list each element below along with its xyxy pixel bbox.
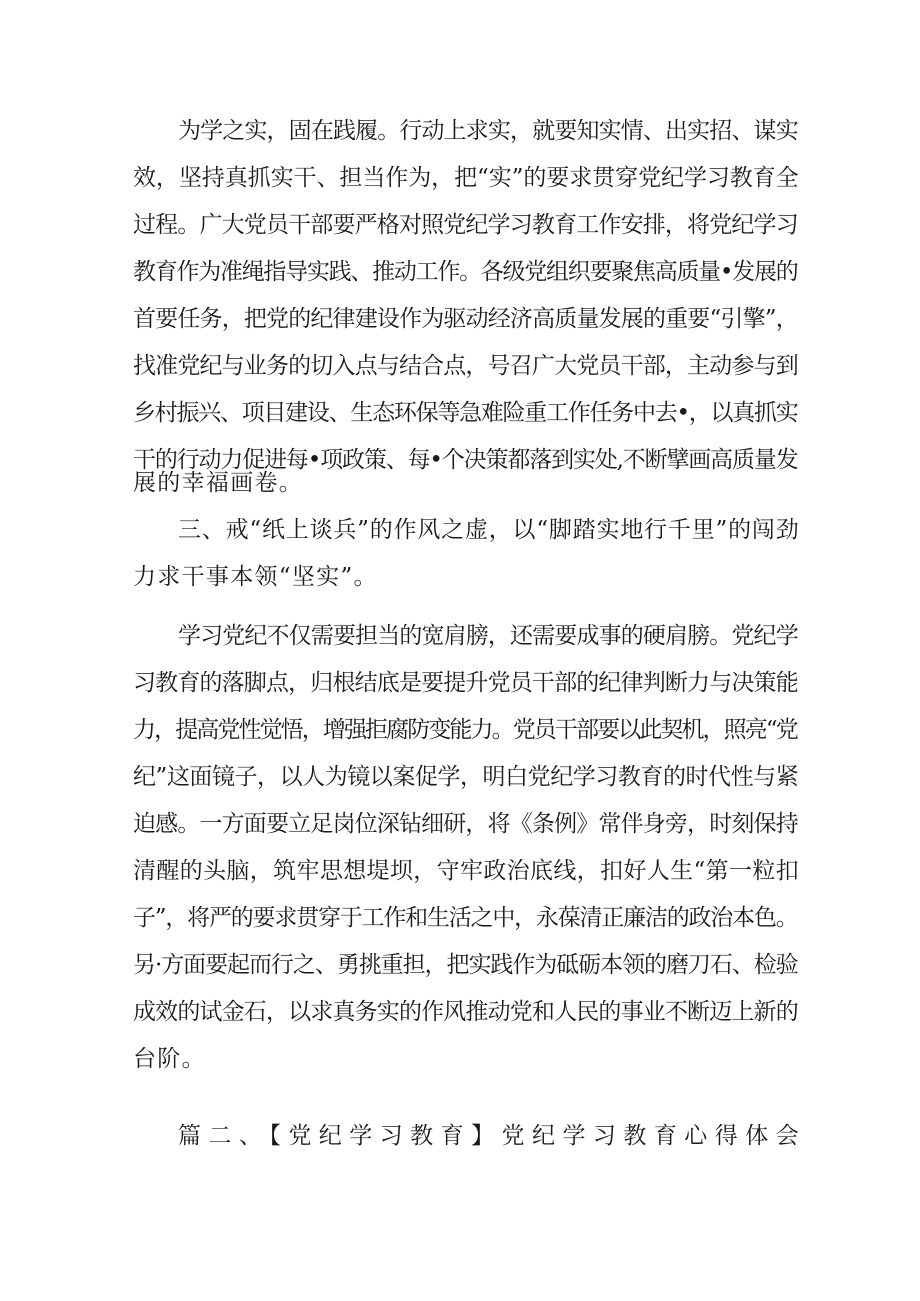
paragraph-1-line-3: 过程。广大党员干部要严格对照党纪学习教育工作安排，将党纪学习 [133,212,798,238]
paragraph-2-line-5: 迫感。一方面要立足岗位深钻细研，将《条例》常伴身旁，时刻保持 [133,811,798,837]
paragraph-1-line-1: 为学之实，固在践履。行动上求实，就要知实情、出实招、谋实 [178,118,798,144]
paragraph-2-line-2: 习教育的落脚点，归根结底是要提升党员干部的纪律判断力与决策能 [133,670,798,696]
section-heading-line-1: 三、戒“纸上谈兵”的作风之虚，以“脚踏实地行千里”的闯劲 [178,517,800,543]
paragraph-2-line-10: 台阶。 [133,1046,206,1072]
paragraph-1-line-4: 教育作为准绳指导实践、推动工作。各级党组织要聚焦高质量•发展的 [133,259,798,285]
paragraph-1-line-5: 首要任务，把党的纪律建设作为驱动经济高质量发展的重要“引擎”， [133,306,798,332]
paragraph-1-line-7: 乡村振兴、项目建设、生态环保等急难险重工作任务中去•，以真抓实 [133,400,798,426]
paragraph-2-line-7: 子”，将严的要求贯穿于工作和生活之中，永葆清正廉洁的政治本色。 [133,905,798,931]
chapter-title: 篇二、【党纪学习教育】党纪学习教育心得体会 [178,1123,807,1149]
paragraph-1-line-8: 干的行动力促进每•项政策、每•个决策都落到实处,不断擘画高质量发 [133,447,798,473]
paragraph-2-line-6: 清醒的头脑，筑牢思想堤坝，守牢政治底线，扣好人生“第一粒扣 [133,858,800,884]
paragraph-2-line-4: 纪”这面镜子，以人为镜以案促学，明白党纪学习教育的时代性与紧 [133,764,799,790]
paragraph-2-line-9: 成效的试金石，以求真务实的作风推动党和人民的事业不断迈上新的 [133,999,798,1025]
paragraph-1-line-6: 找准党纪与业务的切入点与结合点，号召广大党员干部，主动参与到 [133,353,798,379]
section-heading-line-2: 力求干事本领“坚实”。 [133,564,378,590]
paragraph-2-line-1: 学习党纪不仅需要担当的宽肩膀，还需要成事的硬肩膀。党纪学 [178,623,798,649]
paragraph-2-line-3: 力，提高党性觉悟，增强拒腐防变能力。党员干部要以此契机，照亮“党 [133,717,797,743]
paragraph-2-line-8: 另·方面要起而行之、勇挑重担，把实践作为砥砺本领的磨刀石、检验 [133,952,798,978]
paragraph-1-line-2: 效，坚持真抓实干、担当作为，把“实”的要求贯穿党纪学习教育全 [133,165,799,191]
paragraph-1-line-9: 展的幸福画卷。 [133,470,304,496]
